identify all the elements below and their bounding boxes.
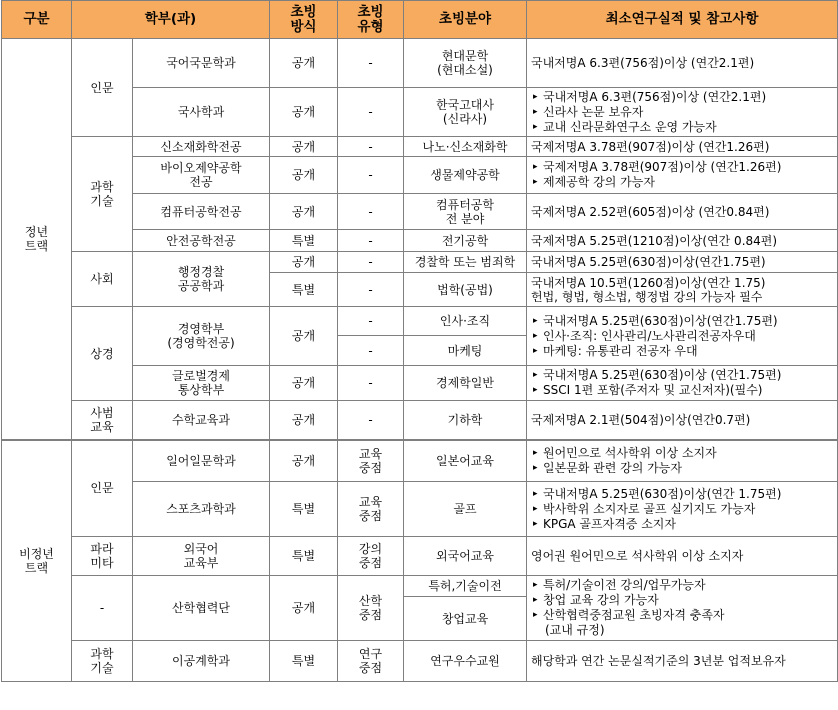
type-cell: - [338, 137, 404, 157]
division-dash: - [72, 576, 133, 641]
division-science2 [72, 641, 133, 682]
requirement-item: ▸ 원어민으로 석사학위 이상 소지자 [531, 446, 835, 461]
field-cell: 특허,기술이전 [404, 576, 527, 597]
division-paramita-label: 파라 미타 [90, 542, 114, 570]
method-cell: 공개 [270, 440, 338, 482]
dept-cell [133, 307, 270, 366]
field-cell: 일본어교육 [404, 440, 527, 482]
requirement-cell: 국제저명A 5.25편(1210점)이상(연간 0.84편) [527, 230, 838, 252]
type-cell: - [338, 273, 404, 307]
method-cell: 공개 [270, 307, 338, 366]
field-cell: 나노·신소재화학 [404, 137, 527, 157]
method-cell: 특별 [270, 537, 338, 576]
division-humanities2: 인문 [72, 440, 133, 537]
requirement-cell [527, 273, 838, 307]
dept-cell: 국어국문학과 [133, 39, 270, 88]
field-cell: 기하학 [404, 401, 527, 440]
type-cell [338, 576, 404, 641]
type-text: 교육 중점 [358, 495, 383, 523]
requirement-item: ▸ 인사·조직: 인사관리/노사관리전공자우대 [531, 329, 835, 344]
table-row [2, 307, 838, 336]
dept-cell [133, 366, 270, 401]
dept-cell [133, 157, 270, 194]
table-row [2, 252, 838, 273]
requirement-item: ▸ SSCI 1편 포함(주저자 및 교신저자)(필수) [531, 383, 835, 398]
header-method-text: 초빙 방식 [290, 3, 317, 35]
division-science [72, 137, 133, 252]
requirement-item: ▸ 교내 신라문화연구소 운영 가능자 [531, 120, 835, 135]
type-cell: - [338, 252, 404, 273]
requirement-line: 국내저명A 10.5편(1260점)이상(연간 1.75) [531, 275, 766, 290]
field-cell [404, 194, 527, 230]
type-cell: - [338, 307, 404, 336]
dept-text: 외국어 교육부 [183, 542, 219, 570]
type-cell [338, 641, 404, 682]
requirement-list [531, 487, 835, 532]
type-cell: - [338, 157, 404, 194]
division-paramita [72, 537, 133, 576]
method-cell: 공개 [270, 252, 338, 273]
table-row [2, 537, 838, 576]
type-cell: - [338, 39, 404, 88]
field-cell: 외국어교육 [404, 537, 527, 576]
dept-cell: 신소재화학전공 [133, 137, 270, 157]
dept-cell: 일어일문학과 [133, 440, 270, 482]
dept-cell: 수학교육과 [133, 401, 270, 440]
table-row [2, 641, 838, 682]
requirement-item: ▸ 창업 교육 강의 가능자 [531, 593, 835, 608]
requirement-cell: 국제저명A 3.78편(907점)이상 (연간1.26편) [527, 137, 838, 157]
dept-text: 글로벌경제 통상학부 [172, 369, 230, 397]
division-science-label: 과학 기술 [90, 180, 114, 208]
dept-cell: 스포츠과학과 [133, 482, 270, 537]
table-row [2, 440, 838, 482]
faculty-recruitment-table [1, 0, 838, 682]
group-non-tenure [2, 440, 72, 682]
requirement-cell [527, 366, 838, 401]
requirement-cell [527, 157, 838, 194]
division-science2-label: 과학 기술 [90, 647, 114, 675]
type-text: 강의 중점 [358, 542, 383, 570]
method-cell: 공개 [270, 366, 338, 401]
field-cell: 법학(공법) [404, 273, 527, 307]
requirement-item: ▸ 마케팅: 유통관리 전공자 우대 [531, 344, 835, 359]
table-row [2, 576, 838, 597]
table-row [2, 137, 838, 157]
requirement-cell: 국제저명A 2.52편(605점)이상 (연간0.84편) [527, 194, 838, 230]
type-cell: - [338, 401, 404, 440]
dept-cell: 국사학과 [133, 88, 270, 137]
division-humanities: 인문 [72, 39, 133, 137]
method-cell: 특별 [270, 641, 338, 682]
method-cell: 공개 [270, 157, 338, 194]
type-text: 연구 중점 [358, 647, 383, 675]
requirement-item: ▸ KPGA 골프자격증 소지자 [531, 517, 835, 532]
requirement-list [531, 368, 835, 398]
header-requirements: 최소연구실적 및 참고사항 [527, 1, 838, 39]
requirement-note: (교내 규정) [545, 623, 605, 637]
requirement-cell: 국내저명A 6.3편(756점)이상 (연간2.1편) [527, 39, 838, 88]
field-text: 한국고대사 (신라사) [436, 98, 494, 126]
dept-cell: 이공계학과 [133, 641, 270, 682]
requirement-item: ▸ 신라사 논문 보유자 [531, 105, 835, 120]
dept-text: 경영학부 (경영학전공) [167, 322, 235, 350]
method-cell: 특별 [270, 273, 338, 307]
requirement-item: ▸ 일본문화 관련 강의 가능자 [531, 461, 835, 476]
field-cell: 전기공학 [404, 230, 527, 252]
method-cell: 공개 [270, 88, 338, 137]
field-cell: 생물제약공학 [404, 157, 527, 194]
dept-text: 바이오제약공학 전공 [160, 161, 242, 189]
type-cell: - [338, 230, 404, 252]
method-cell: 공개 [270, 39, 338, 88]
header-type-text: 초빙 유형 [357, 3, 384, 35]
requirement-cell: 해당학과 연간 논문실적기준의 3년분 업적보유자 [527, 641, 838, 682]
division-business: 상경 [72, 307, 133, 401]
requirement-cell [527, 576, 838, 641]
division-education [72, 401, 133, 440]
requirement-item: ▸ 국내저명A 5.25편(630점)이상(연간 1.75편) [531, 487, 835, 502]
header-category: 구분 [2, 1, 72, 39]
requirement-cell [527, 482, 838, 537]
method-cell: 특별 [270, 230, 338, 252]
requirement-list [531, 314, 835, 359]
group-tenure [2, 39, 72, 440]
requirement-cell: 국제저명A 2.1편(504점)이상(연간0.7편) [527, 401, 838, 440]
type-cell [338, 440, 404, 482]
field-cell: 창업교육 [404, 597, 527, 641]
requirement-item: ▸ 국내저명A 5.25편(630점)이상(연간1.75편) [531, 314, 835, 329]
requirement-cell: 영어권 원어민으로 석사학위 이상 소지자 [527, 537, 838, 576]
method-cell: 공개 [270, 576, 338, 641]
header-type [338, 1, 404, 39]
group-non-tenure-label: 비정년 트랙 [19, 546, 54, 575]
requirement-list [531, 160, 835, 190]
type-text: 산학 중점 [358, 594, 383, 622]
requirement-cell [527, 88, 838, 137]
requirement-list [531, 446, 835, 476]
method-cell: 공개 [270, 194, 338, 230]
requirement-item: ▸ 산학협력중점교원 초빙자격 충족자 [531, 608, 835, 623]
type-cell [338, 482, 404, 537]
table-row [2, 401, 838, 440]
field-cell [404, 39, 527, 88]
requirement-item: ▸ 국제저명A 3.78편(907점)이상 (연간1.26편) [531, 160, 835, 175]
field-cell: 연구우수교원 [404, 641, 527, 682]
type-text: 교육 중점 [358, 446, 383, 475]
header-department: 학부(과) [72, 1, 270, 39]
method-cell: 공개 [270, 137, 338, 157]
requirement-item: ▸ 박사학위 소지자로 골프 실기지도 가능자 [531, 502, 835, 517]
field-cell: 인사·조직 [404, 307, 527, 336]
dept-cell: 컴퓨터공학전공 [133, 194, 270, 230]
dept-cell: 산학협력단 [133, 576, 270, 641]
field-cell: 마케팅 [404, 336, 527, 366]
division-education-label: 사범 교육 [90, 405, 114, 434]
field-cell [404, 88, 527, 137]
type-cell: - [338, 194, 404, 230]
type-cell: - [338, 88, 404, 137]
field-cell: 경제학일반 [404, 366, 527, 401]
dept-cell [133, 252, 270, 307]
requirement-cell [527, 440, 838, 482]
dept-cell: 안전공학전공 [133, 230, 270, 252]
division-social: 사회 [72, 252, 133, 307]
group-tenure-label: 정년 트랙 [24, 224, 49, 253]
dept-cell [133, 537, 270, 576]
requirement-item: ▸ 제제공학 강의 가능자 [531, 175, 835, 190]
requirement-cell: 국내저명A 5.25편(630점)이상(연간1.75편) [527, 252, 838, 273]
dept-text: 행정경찰 공공학과 [177, 265, 225, 293]
header-method [270, 1, 338, 39]
field-cell: 골프 [404, 482, 527, 537]
requirement-line: 헌법, 형법, 형소법, 행정법 강의 가능자 필수 [531, 289, 763, 304]
requirement-list [531, 578, 835, 623]
requirement-list [531, 90, 835, 135]
requirement-item: ▸ 국내저명A 6.3편(756점)이상 (연간2.1편) [531, 90, 835, 105]
field-text: 컴퓨터공학 전 분야 [436, 197, 494, 226]
header-field: 초빙분야 [404, 1, 527, 39]
type-cell: - [338, 336, 404, 366]
table-row [2, 39, 838, 88]
type-cell: - [338, 366, 404, 401]
method-cell: 공개 [270, 401, 338, 440]
requirement-item: ▸ 국내저명A 5.25편(630점)이상 (연간1.75편) [531, 368, 835, 383]
header-row [2, 1, 838, 39]
field-cell: 경찰학 또는 범죄학 [404, 252, 527, 273]
requirement-cell [527, 307, 838, 366]
field-text: 현대문학 (현대소설) [437, 49, 493, 77]
type-cell [338, 537, 404, 576]
method-cell: 특별 [270, 482, 338, 537]
requirement-item: ▸ 특허/기술이전 강의/업무가능자 [531, 578, 835, 593]
